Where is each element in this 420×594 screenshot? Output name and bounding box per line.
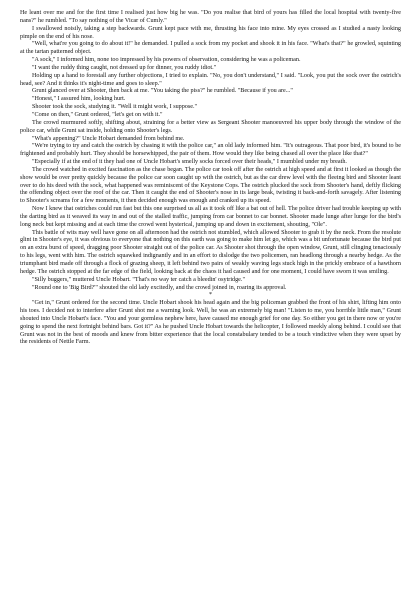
paragraph: He leant over me and for the first time I realised just how big he was. "Do you realise that bird of yours has filled the local hospital with twenty-five nans?" he rumbled. "To say nothing of the Vicar of Cumly." xyxy=(20,10,401,24)
paragraph: "Especially if at the end of it they had one of Uncle Hobart's smelly socks forced over their heads," I mumbled under my breath. xyxy=(32,159,347,166)
paragraph: I swallowed noisily, taking a step backwards. Grunt kept pace with me, thrusting his face into mine. My eyes crossed as I studied a nasty looking pimple on the end of his nose. xyxy=(20,25,401,40)
paragraph: Grunt glanced over at Shooter, then back at me. "You taking the piss?" he rumbled. "Because if you are..." xyxy=(32,88,293,95)
paragraph: "I want the ruddy thing caught, not dressed up for dinner, you ruddy idiot." xyxy=(32,64,217,71)
paragraph: The crowd watched in excited fascination as the chase began. The police car took off after the ostrich at high speed and at first it looked as though the show would be over pretty quickly because the police car soon caught up with the ostrich, but as the car drew level with the fleeing bird and Shooter leant over to do his deed with the sock, what happened was reminiscent of the Keystone Cops. The ostrich plucked the sock from Shooter's hand, deftly flicking the offending object over the roof of the car. Then it caught the end of Shooter's nose in its large beak, twisting it back-and-forth savagely. After listening to Shooter's screams for a few moments, it then decided enough was enough and cranked up its speed. xyxy=(20,166,401,205)
paragraph: "Get in," Grunt ordered for the second time. Uncle Hobart shook his head again and the big policeman grabbed the front of his shirt, lifting him onto his toes. I decided not to interfere after Grunt shot me a warning look. Well, he was an extremely big man! "Listen to me, you horrible little man," Grunt shouted into Uncle Hobart's face. "You and your gormless nephew here, have caused me enough grief for one day. So either you get in there now or you're going to spend the next fortnight behind bars. Got it?" As he pushed Uncle Hobart towards the helicopter, I followed meekly along behind. I could see that Grunt was not in the best of moods and knew from bitter experience that the local constabulary tended to be a touch vindictive when they were upset by the residents of Nettle Farm. xyxy=(20,300,401,346)
body-text xyxy=(20,10,401,347)
section-separator: * xyxy=(208,292,213,299)
paragraph: "Honest," I assured him, looking hurt. xyxy=(32,96,126,103)
paragraph: Now I knew that ostriches could run fast but this one surprised us all as it took off like a bat out of hell. The police driver had trouble keeping up with the darting bird as it weaved its way in and out of the stalled traffic, jumping from car bonnet to car bonnet. Shooter made lunge after lunge for the bird's long neck but kept missing and at each time the crowd went hysterical, jumping up and down in excitement, shouting, "Ole". xyxy=(20,206,401,228)
paragraph: "A sock," I informed him, none too impressed by his powers of observation, considering he was a policeman. xyxy=(32,57,301,64)
paragraph: "We're trying to try and catch the ostrich by chasing it with the police car," an old lady informed him. "It's outrageous. That poor bird, it's bound to be frightened and probably hurt. They should be horsewhipped, the pair of them. How would they like being chased all over the place like that?" xyxy=(20,143,401,158)
paragraph: Shooter took the sock, studying it. "Well it might work, I suppose." xyxy=(32,104,198,111)
paragraph: "Come on then," Grunt ordered, "let's get on with it." xyxy=(32,111,163,118)
paragraph: "What's appening?" Uncle Hobart demanded from behind me. xyxy=(32,135,185,142)
paragraph: This battle of wits may well have gone on all afternoon had the ostrich not stumbled, which allowed Shooter to grab it by the neck. From the resolute glint in Shooter's eye, it was obvious to everyone that nothing on this earth was going to make him let go, which was a bit unfortunate because the bird put on an extra burst of speed, dragging poor Shooter straight out of the police car. As Shooter shot through the open window, Grunt, still clinging tenaciously to his legs, went with him. The ostrich squawked indignantly and in an effort to dislodge the two policemen, ran headlong through a nearby hedge. As the triumphant bird made off through a flock of grazing sheep, it left behind two pairs of weakly waving legs stuck high in the prickly embrace of a hawthorn hedge. The ostrich stopped at the far edge of the field, looking back at the chaos it had caused and for one moment, I could have sworn it was smiling. xyxy=(20,229,401,275)
paragraph: Holding up a hand to forestall any further objections, I tried to explain. "No, you don't understand," I said. "Look, you put the sock over the ostrich's head, see? And it thinks it's night-time and goes to sleep." xyxy=(20,72,401,87)
paragraph: "Round one to 'Big Bird?'" shouted the old lady excitedly, and the crowd joined in, roaring its approval. xyxy=(32,284,287,291)
paragraph: "Silly buggers," muttered Uncle Hobart. "That's no way ter catch a bleedin' osytridge." xyxy=(32,276,245,283)
paragraph: The crowd murmured softly, shifting about, straining for a better view as Sergeant Shooter manoeuvred his upper body through the window of the police car, while Grunt sat inside, holding onto Shooter's legs. xyxy=(20,119,401,134)
paragraph: "Well, what're you going to do about it!" he demanded. I pulled a sock from my pocket and shook it in his face. "What's that?" he growled, squinting at the tartan patterned object. xyxy=(20,41,401,56)
